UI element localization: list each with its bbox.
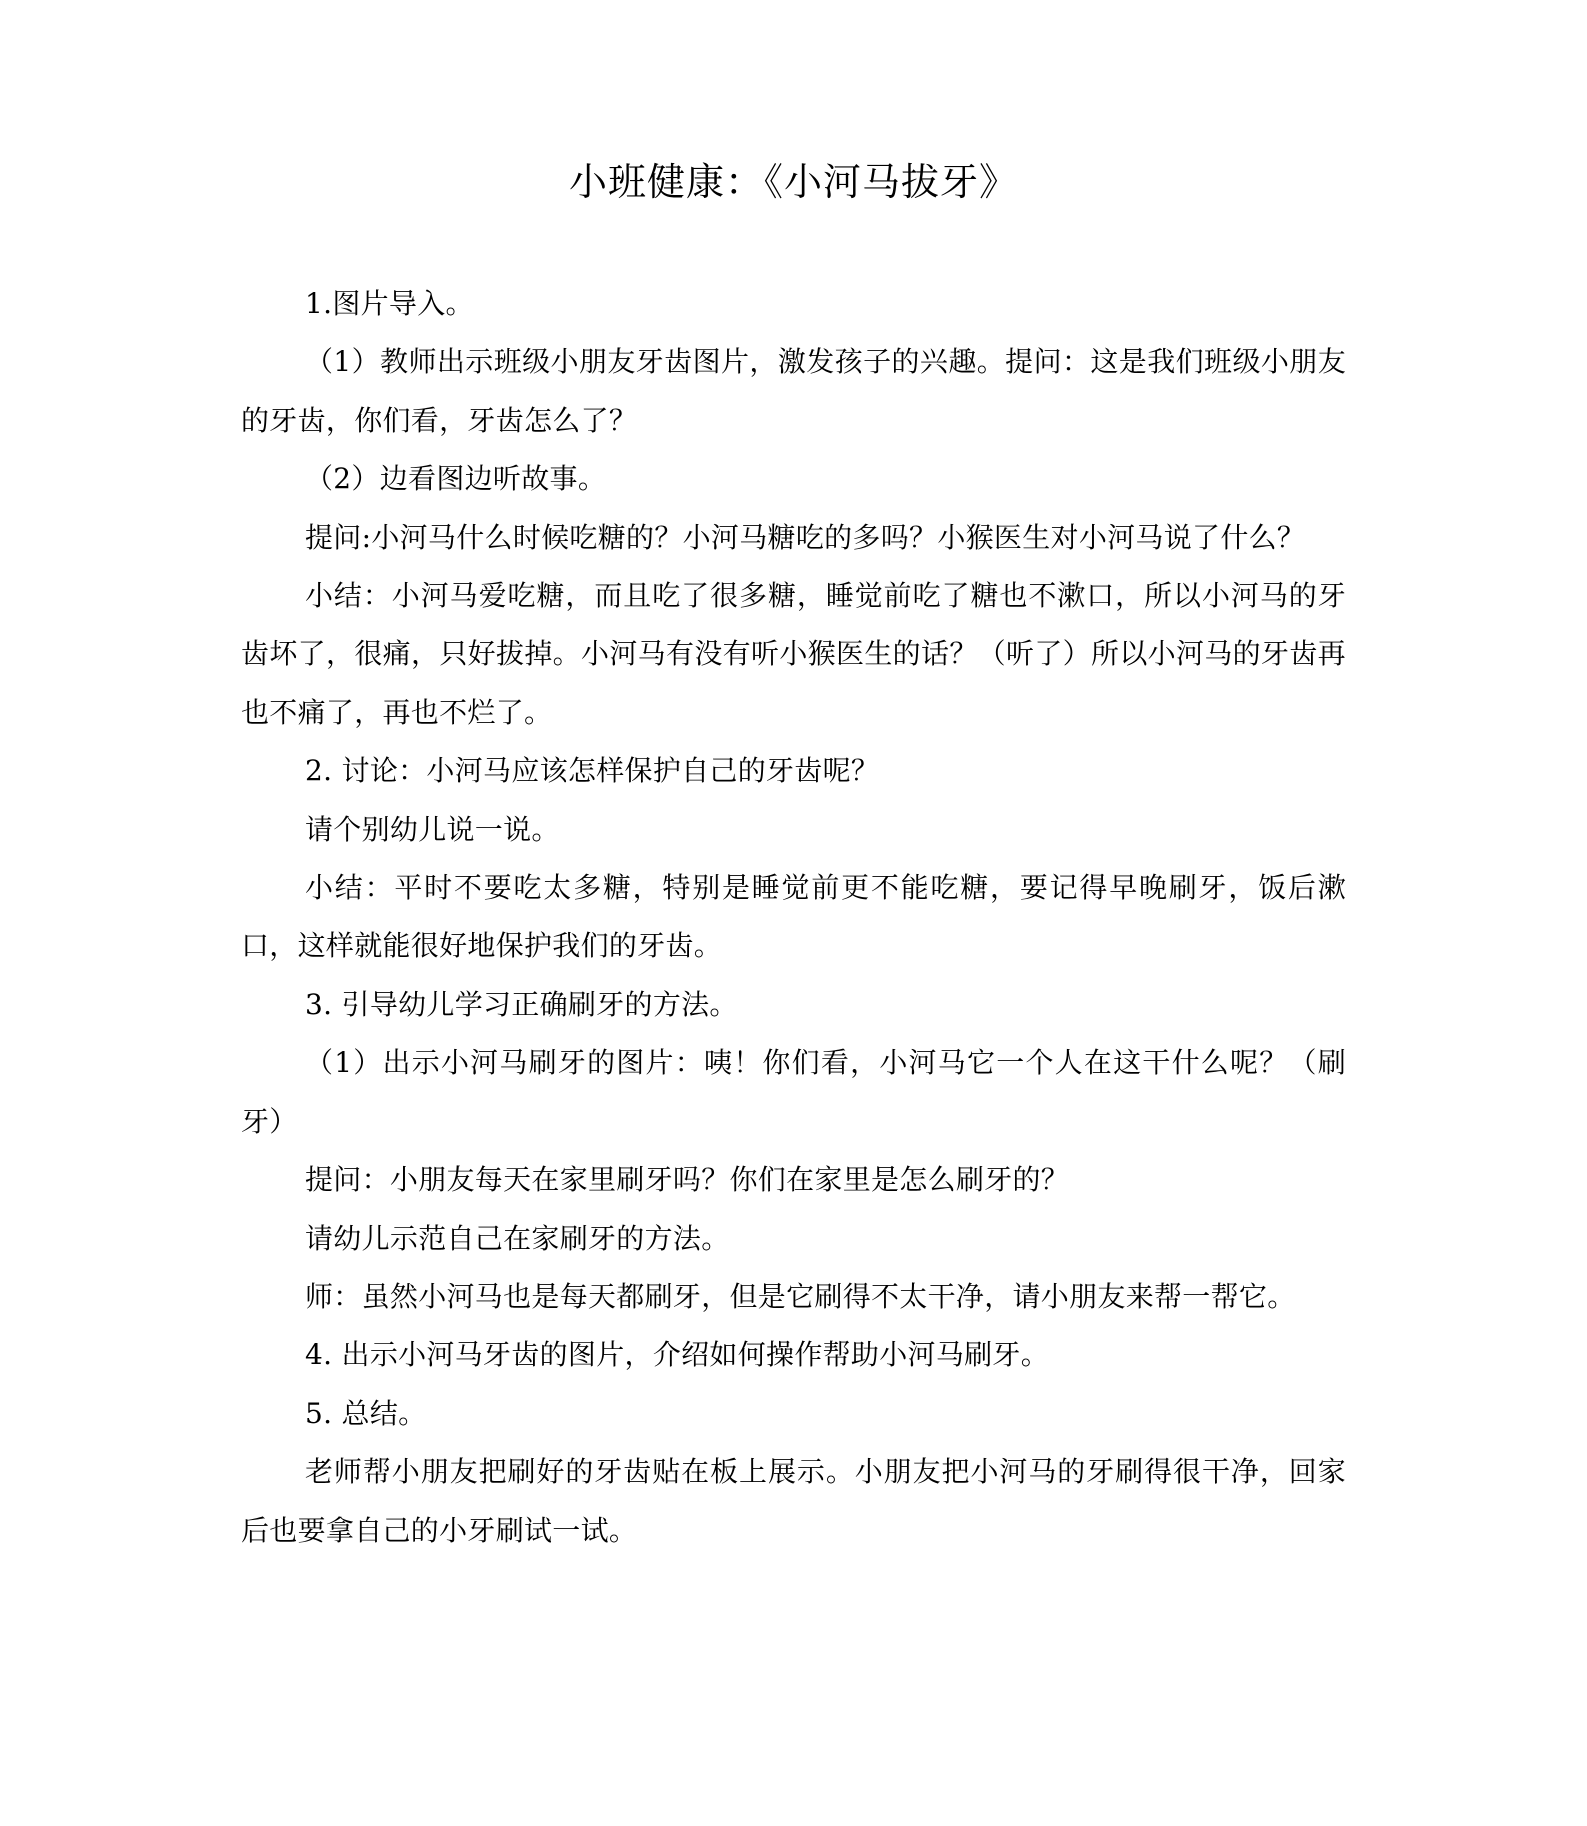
paragraph: 请个别幼儿说一说。 (305, 812, 560, 846)
section-heading-2: 2. 讨论：小河马应该怎样保护自己的牙齿呢？ (305, 754, 880, 788)
paragraph: 小结：小河马爱吃糖，而且吃了很多糖，睡觉前吃了糖也不漱口，所以小河马的牙齿坏了，很痛，只好拔掉。小河马有没有听小猴医生的话？（听了）所以小河马的牙齿再也不痛了，再也不烂了。 (241, 579, 1346, 729)
document-body (241, 275, 1346, 1560)
paragraph: 提问:小河马什么时候吃糖的？小河马糖吃的多吗？小猴医生对小河马说了什么？ (305, 520, 1306, 554)
section-heading-4: 4. 出示小河马牙齿的图片，介绍如何操作帮助小河马刷牙。 (305, 1338, 1050, 1372)
paragraph: （1）出示小河马刷牙的图片：咦！你们看，小河马它一个人在这干什么呢？（刷牙） (241, 1046, 1346, 1138)
paragraph: （2）边看图边听故事。 (305, 462, 607, 496)
paragraph: 请幼儿示范自己在家刷牙的方法。 (305, 1221, 730, 1255)
paragraph: （1）教师出示班级小朋友牙齿图片，激发孩子的兴趣。提问：这是我们班级小朋友的牙齿，你们看，牙齿怎么了？ (241, 345, 1346, 437)
paragraph: 提问：小朋友每天在家里刷牙吗？你们在家里是怎么刷牙的？ (305, 1163, 1070, 1197)
document-title: 小班健康：《小河马拔牙》 (568, 160, 1018, 204)
section-heading-5: 5. 总结。 (305, 1396, 427, 1430)
section-heading-3: 3. 引导幼儿学习正确刷牙的方法。 (305, 987, 738, 1021)
paragraph: 小结：平时不要吃太多糖，特别是睡觉前更不能吃糖，要记得早晚刷牙，饭后漱口，这样就能很好地保护我们的牙齿。 (241, 871, 1346, 963)
paragraph: 老师帮小朋友把刷好的牙齿贴在板上展示。小朋友把小河马的牙刷得很干净，回家后也要拿自己的小牙刷试一试。 (241, 1455, 1346, 1547)
section-heading-1: 1.图片导入。 (305, 287, 474, 320)
paragraph: 师：虽然小河马也是每天都刷牙，但是它刷得不太干净，请小朋友来帮一帮它。 (305, 1279, 1296, 1313)
